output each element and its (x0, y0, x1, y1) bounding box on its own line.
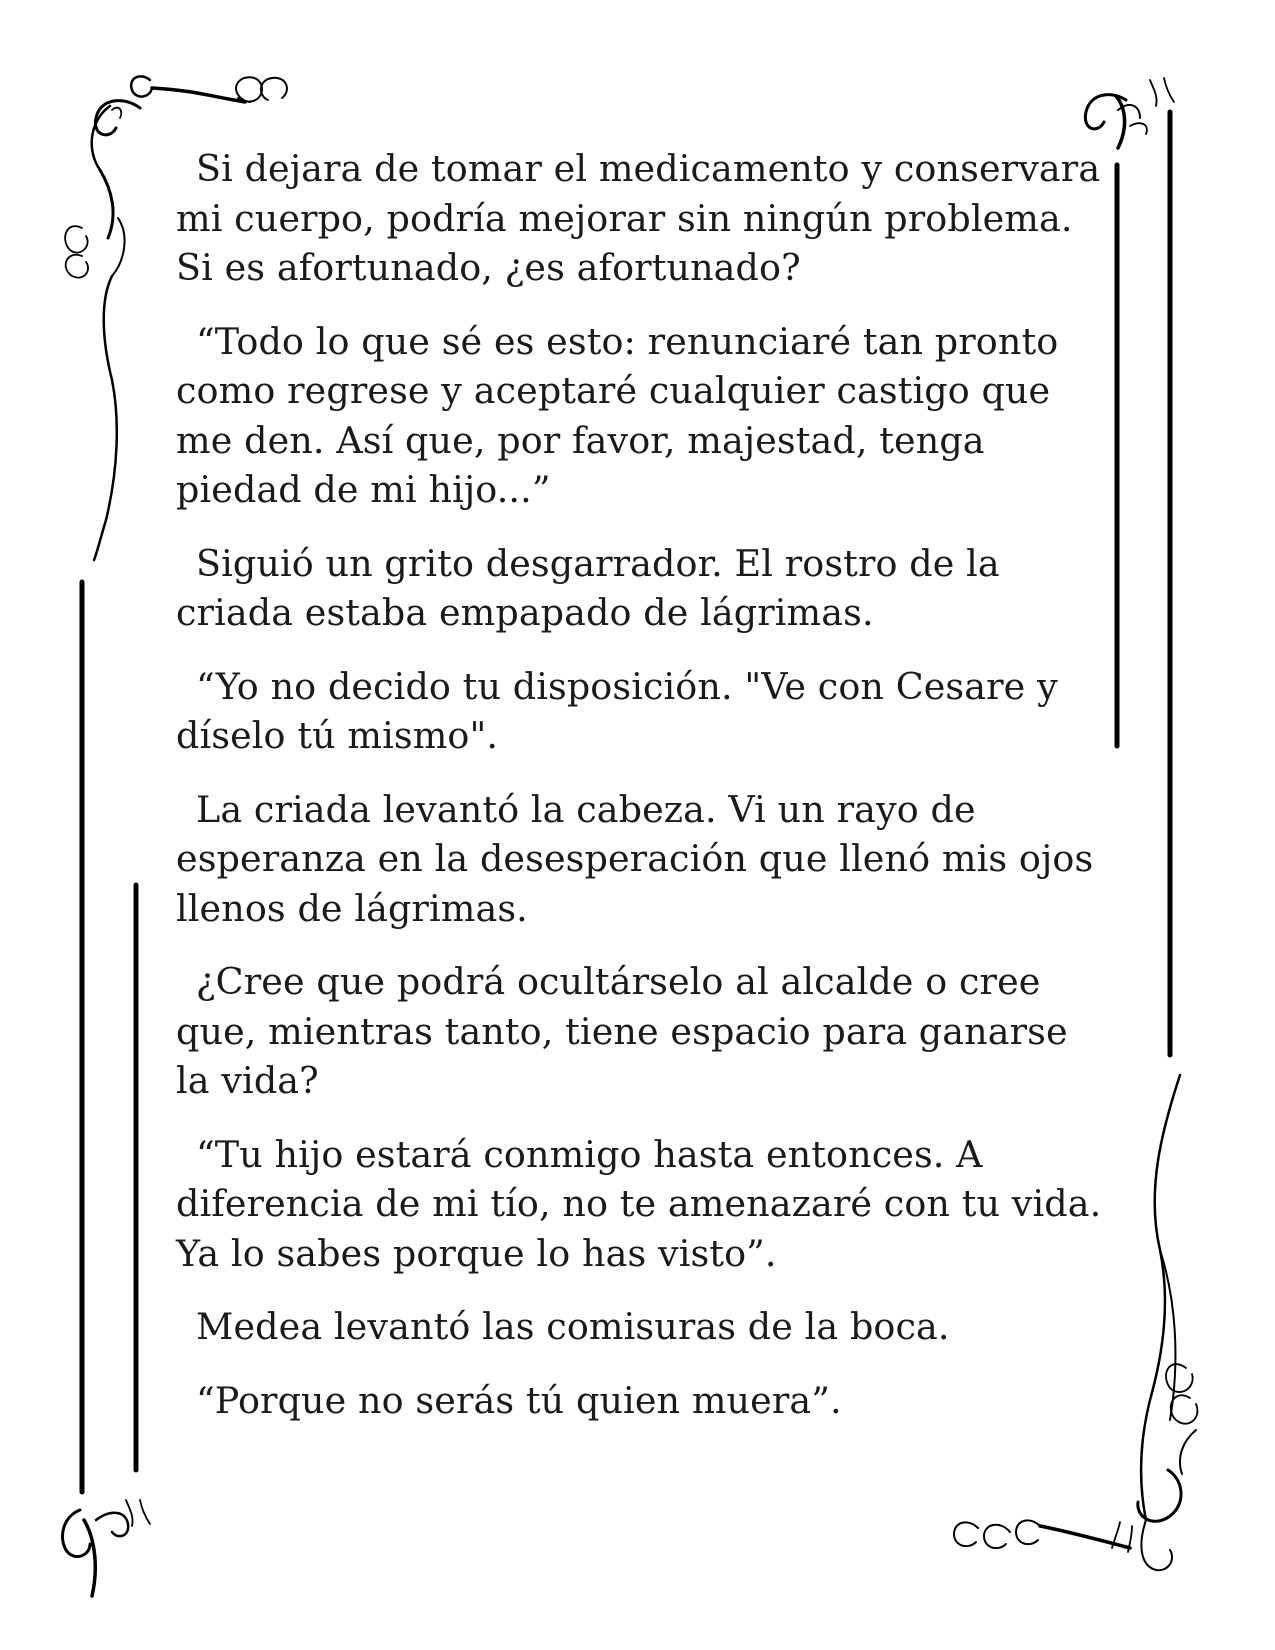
story-text (176, 144, 1106, 1449)
paragraph: Si dejara de tomar el medicamento y conservara mi cuerpo, podría mejorar sin ningún problema. Si es afortunado, ¿es afortunado? (176, 147, 1101, 289)
paragraph: “Porque no serás tú quien muera”. (196, 1378, 842, 1422)
top-right-flourish-icon (1085, 78, 1174, 148)
paragraph: “Yo no decido tu disposición. "Ve con Cesare y díselo tú mismo". (176, 664, 1058, 757)
paragraph: “Todo lo que sé es esto: renunciaré tan pronto como regrese y aceptaré cualquier castigo que me den. Así que, por favor, majestad, tenga piedad de mi hijo...” (176, 319, 1059, 511)
paragraph: La criada levantó la cabeza. Vi un rayo de esperanza en la desesperación que llenó mis ojos llenos de lágrimas. (176, 787, 1094, 930)
paragraph: Medea levantó las comisuras de la boca. (196, 1305, 950, 1348)
paragraph: “Tu hijo estará conmigo hasta entonces. A diferencia de mi tío, no te amenazaré con tu vida. Ya lo sabes porque lo has visto”. (176, 1132, 1102, 1275)
paragraph: ¿Cree que podrá ocultárselo al alcalde o cree que, mientras tanto, tiene espacio para ganarse la vida? (176, 960, 1068, 1102)
bottom-left-flourish-icon (62, 1500, 150, 1596)
paragraph: Siguió un grito desgarrador. El rostro de la criada estaba empapado de lágrimas. (176, 541, 1000, 634)
